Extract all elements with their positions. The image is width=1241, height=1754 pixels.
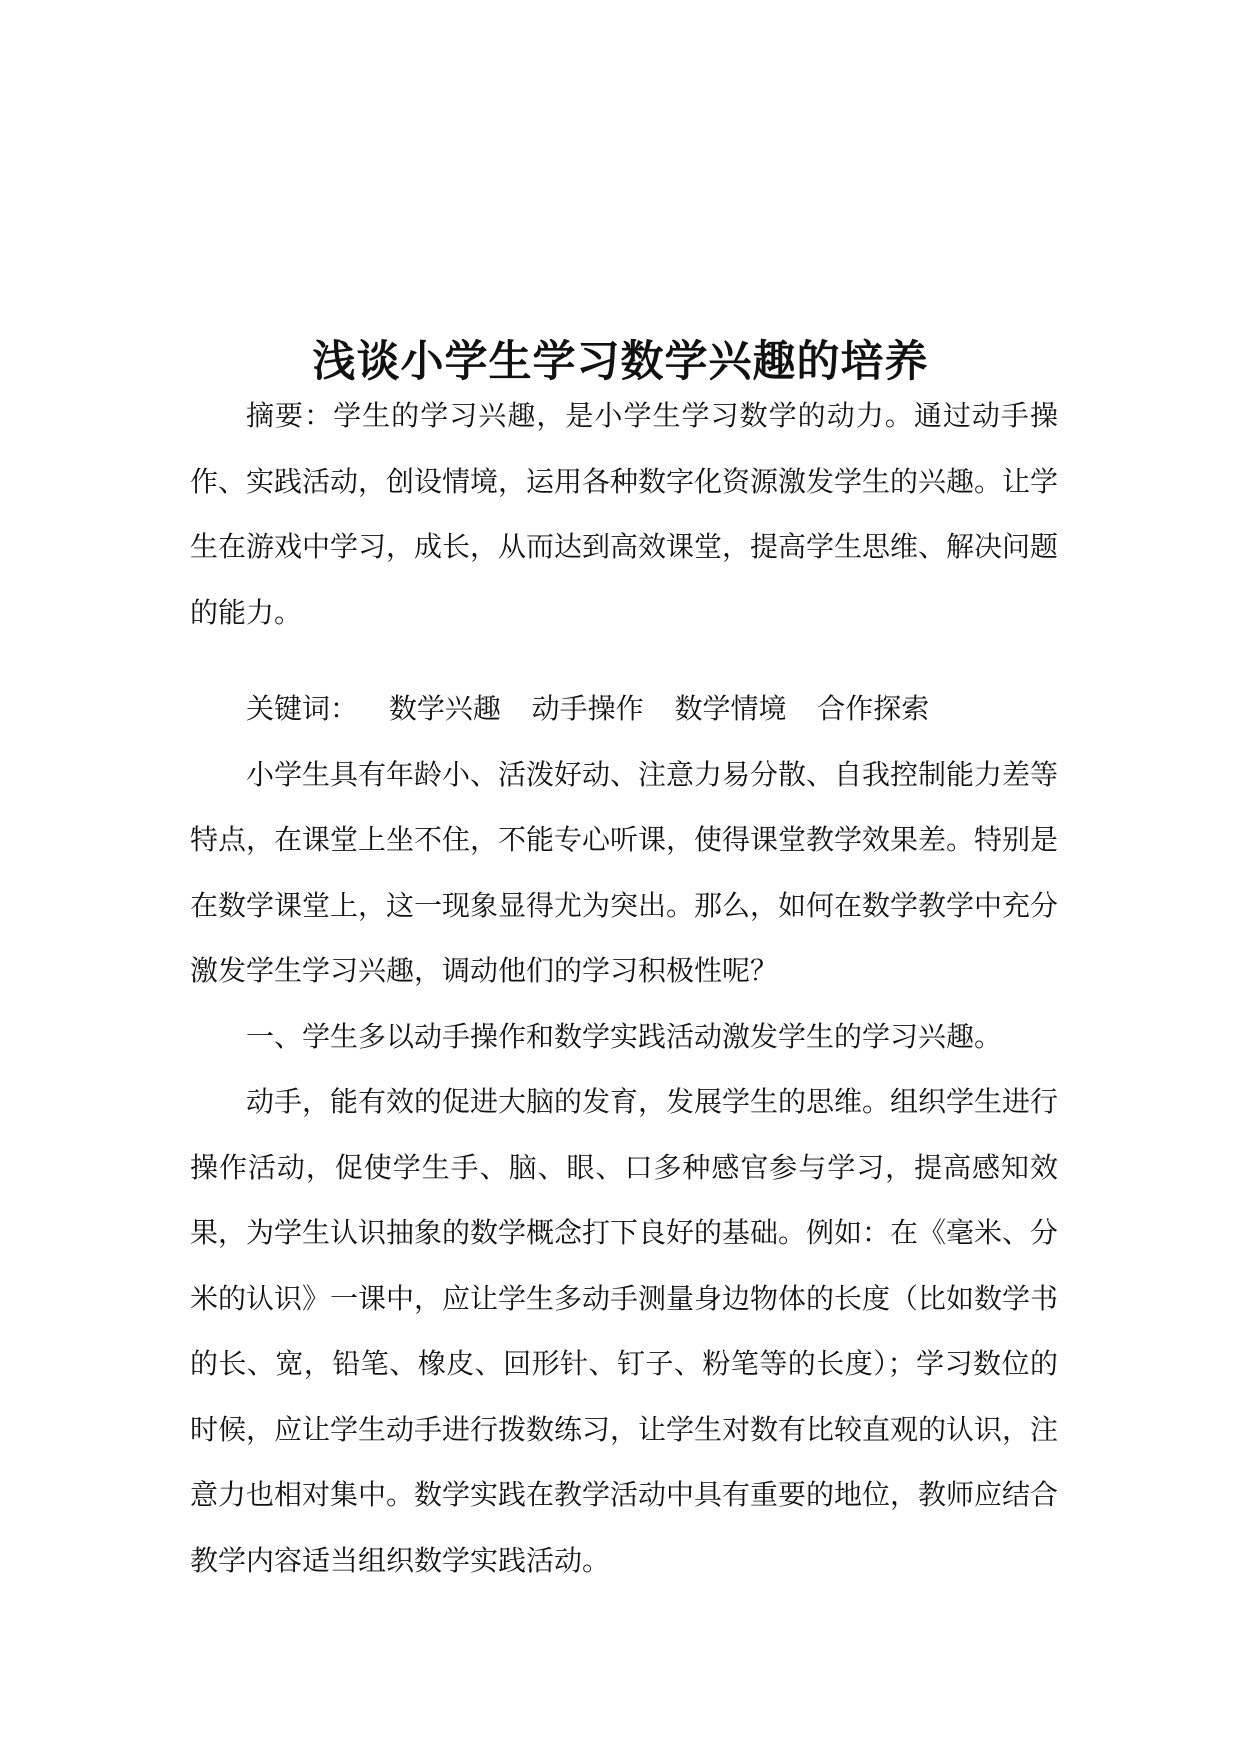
- body-paragraph-hands-on: 动手，能有效的促进大脑的发育，发展学生的思维。组织学生进行操作活动，促使学生手、脑、眼、口多种感官参与学习，提高感知效果，为学生认识抽象的数学概念打下良好的基础。例如：在《毫米、分米的认识》一课中，应让学生多动手测量身边物体的长度（比如数学书的长、宽，铅笔、橡皮、回形针、钉子、粉笔等的长度）；学习数位的时候，应让学生动手进行拨数练习，让学生对数有比较直观的认识，注意力也相对集中。数学实践在教学活动中具有重要的地位，教师应结合教学内容适当组织数学实践活动。: [190, 1085, 1059, 1577]
- keywords-paragraph: [190, 676, 1058, 742]
- paragraph-gap: [190, 645, 1058, 676]
- abstract-text: 学生的学习兴趣，是小学生学习数学的动力。通过动手操作、实践活动，创设情境，运用各种数字化资源激发学生的兴趣。让学生在游戏中学习，成长，从而达到高效课堂，提高学生思维、解决问题的能力。: [190, 399, 1059, 629]
- keyword-term: 动手操作: [531, 692, 644, 725]
- keyword-term: 数学情境: [674, 692, 787, 725]
- abstract-label: 摘要：: [246, 399, 334, 432]
- section-heading-1: 一、学生多以动手操作和数学实践活动激发学生的学习兴趣。: [246, 1019, 1003, 1053]
- keyword-term: 数学兴趣: [388, 692, 501, 725]
- document-body: [190, 383, 1058, 1593]
- keyword-term: 合作探索: [817, 692, 930, 725]
- abstract-paragraph: [190, 383, 1058, 645]
- keywords-label: 关键词：: [246, 692, 359, 725]
- body-paragraph-intro: 小学生具有年龄小、活泼好动、注意力易分散、自我控制能力差等特点，在课堂上坐不住，不能专心听课，使得课堂教学效果差。特别是在数学课堂上，这一现象显得尤为突出。那么，如何在数学教学中充分激发学生学习兴趣，调动他们的学习积极性呢？: [190, 757, 1059, 987]
- document-title: 浅谈小学生学习数学兴趣的培养: [312, 336, 929, 387]
